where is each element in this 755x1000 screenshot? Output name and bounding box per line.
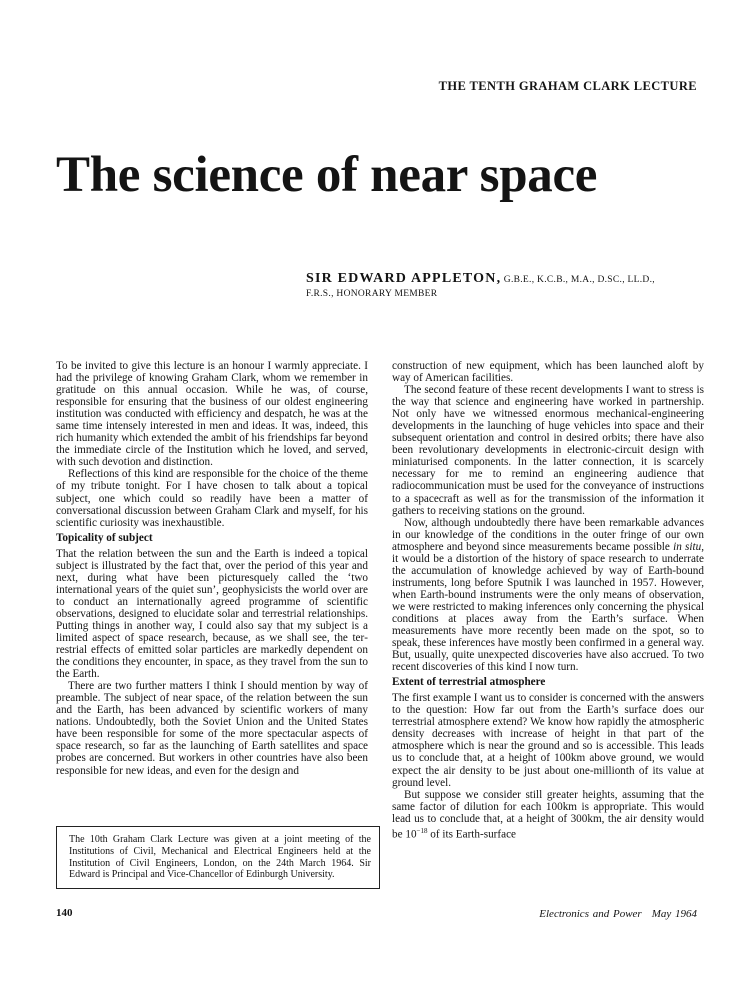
paragraph: Reflections of this kind are responsible for the choice of the theme of my tribute tonight. For I have chosen to talk about a topical subject, one which could so readily have been a matter of conversational discussion between Graham Clark and myself, for his scientific curiosity was inexhaustible. bbox=[56, 468, 368, 529]
author-qualifications: G.B.E., K.C.B., M.A., D.SC., LL.D., bbox=[503, 275, 655, 285]
left-column bbox=[56, 360, 368, 777]
issue-date: May 1964 bbox=[651, 908, 697, 920]
paragraph: That the relation between the sun and the Earth is indeed a topical subject is illustrated by the fact that, over the period of this year and next, during what have been picturesquely called the ‘two international years of the quiet sun’, geophysicists the world over are to conduct an internationally agreed programme of scientific observations, designed to elucidate solar and terrestrial relationships. Putting things in another way, I could also say that my subject is a limited aspect of space research, because, as we shall see, the terrestrial effects of emitted solar particles are markedly dependent on the conditions they encounter, in space, as they travel from the sun to the Earth. bbox=[56, 547, 368, 681]
paragraph bbox=[392, 789, 704, 841]
italic-term: in situ bbox=[673, 540, 702, 553]
note-text: The 10th Graham Clark Lecture was given at a joint meeting of the Institutions of Civil, Mechanical and Electrical Engineers held at the Institution of Civil Engineers, London, on the 24th March 1964. Sir Edward is Principal and Vice-Chancellor of Edinburgh University. bbox=[69, 834, 371, 881]
text-span: But suppose we consider still greater heights, assuming that the same factor of dilution for each 100km is appropriate. This would lead us to conclude that, at a height of 300km, the air density would be 10 bbox=[392, 788, 704, 841]
author-membership: F.R.S., HONORARY MEMBER bbox=[306, 289, 438, 299]
paragraph: The second feature of these recent developments I want to stress is the way that science and engineering have worked in partnership. Not only have we witnessed enormous mechanical-engineering developments in the launching of huge vehicles into space and their subsequent orientation and control in desired orbits; there have also been revolutionary developments in electronic-circuit design with miniaturised components. In the latter connection, it is scarcely necessary for me to remind an engineering audience that radiocommunication must be used for the conveyance of instructions to a spacecraft as well as for the transmission of the information it gathers to receiving stations on the ground. bbox=[392, 384, 704, 517]
page-number: 140 bbox=[56, 907, 73, 919]
paragraph: To be invited to give this lecture is an honour I warmly appreciate. I had the privilege of knowing Graham Clark, whom we remember in gratitude on this annual occasion. While he was, of course, responsible for ensuring that the business of our oldest engineering institution was conducted with efficiency and despatch, he was at the same time intensely interested in men and ideas. It was, indeed, this rich humanity which extended the ambit of his friendships far beyond the immediate circle of the Institution which he loved, and served, with such devotion and distinction. bbox=[56, 360, 368, 469]
journal-footer bbox=[539, 908, 697, 920]
paragraph: There are two further matters I think I should mention by way of preamble. The subject of near space, of the relation between the sun and the Earth, has been advanced by scientific workers of many nations. Undoubtedly, both the Soviet Union and the United States have been responsible for some of the more spectacular aspects of space research, so far as the launching of Earth satellites and space probes are concerned. But workers in other countries have also been responsible for new ideas, and even for the design and bbox=[56, 680, 368, 777]
author-byline bbox=[306, 272, 726, 301]
section-heading: Extent of terrestrial atmosphere bbox=[392, 676, 546, 689]
section-heading: Topicality of subject bbox=[56, 531, 153, 544]
exponent: −18 bbox=[416, 826, 428, 835]
lecture-note-box bbox=[56, 826, 380, 889]
journal-name: Electronics and Power bbox=[539, 908, 642, 920]
paragraph: The first example I want us to consider is concerned with the answers to the question: How far out from the Earth’s surface does our terrestrial atmosphere extend? We know how rapidly the atmospheric density decreases with increase of height in that part of the atmosphere which is near the ground and so is accessible. This leads us to conclude that, at a height of 100km above ground, we would expect the air density to be just about one-millionth of its value at ground level. bbox=[392, 692, 704, 789]
right-column bbox=[392, 360, 704, 841]
text-span: of its Earth-surface bbox=[427, 828, 517, 841]
paragraph bbox=[392, 517, 704, 674]
paragraph: construction of new equipment, which has been launched aloft by way of American facilities. bbox=[392, 360, 704, 385]
text-span: Now, although undoubtedly there have been remarkable advances in our knowledge of the conditions in the outer fringe of our own atmosphere and beyond since measurements became possible bbox=[392, 516, 704, 553]
author-name: SIR EDWARD APPLETON, bbox=[306, 271, 502, 286]
series-label: THE TENTH GRAHAM CLARK LECTURE bbox=[438, 79, 697, 93]
article-title: The science of near space bbox=[56, 147, 598, 203]
text-span: , it would be a distortion of the history of space research to underrate the accumulation of knowledge achieved by way of Earth-bound instruments, long before Sputnik I was launched in 1957. However, when Earth-bound instruments were the only means of observation, we were restricted to making inferences only concerning the physical conditions at places away from the Earth’s surface. When measurements have more recently been made on the spot, so to speak, these inferences have mostly been confirmed in a general way. But, usually, quite unexpected discoveries have also accrued. To two recent discoveries of this kind I now turn. bbox=[392, 540, 704, 674]
